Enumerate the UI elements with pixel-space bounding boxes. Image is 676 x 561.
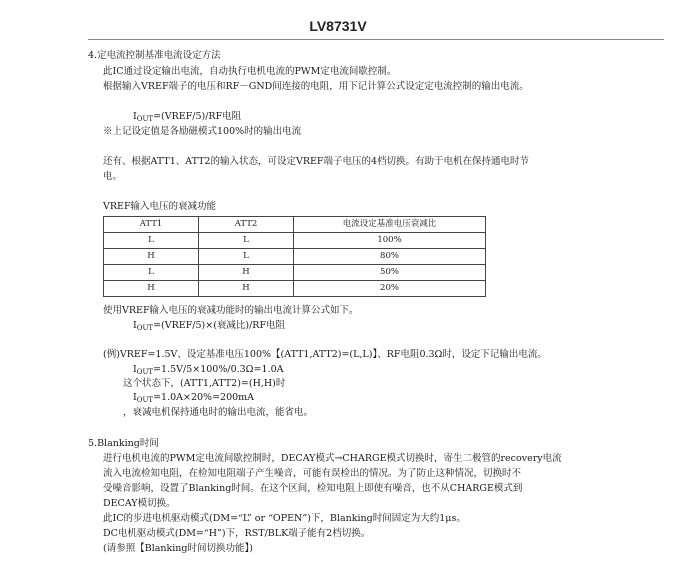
section-4-para-line-1: 还有、根据ATT1、ATT2的输入状态，可设定VREF端子电压的4档切换。有助于电机在保持通电时节 [103,156,530,167]
example-formula-2 [133,393,254,404]
table-header-row [104,217,486,233]
table-cell: L [104,265,199,281]
header-divider [88,39,664,40]
formula-subscript: OUT [136,396,154,404]
section-5-line-3: 受噪音影响，设置了Blanking时间。在这个区间，检知电阻上即使有噪音，也不从CHARGE模式到 [103,483,523,494]
table-cell: H [104,249,199,265]
attenuation-table-caption: VREF输入电压的衰减功能 [103,201,217,212]
formula-symbol: I [133,364,137,375]
page-header-title: LV8731V [309,18,367,34]
table-row [104,265,486,281]
table-cell: H [104,281,199,297]
formula-iout-basic [133,112,241,123]
table-cell: L [104,233,199,249]
formula-expression: =(VREF/5)×(衰减比)/RF电阻 [153,320,286,331]
formula-subscript: OUT [136,324,154,332]
table-cell: H [199,265,294,281]
section-5-line-7: (请参照【Blanking时间切换功能】) [103,543,253,554]
table-cell: 50% [294,265,486,281]
table-row [104,249,486,265]
formula-iout-attenuated [133,321,285,332]
table-cell: L [199,249,294,265]
table-cell: 80% [294,249,486,265]
formula-symbol: I [133,392,137,403]
attenuation-table [103,216,486,297]
section-5-line-6: DC电机驱动模式(DM=“H”)下，RST/BLK端子能有2档切换。 [103,528,371,539]
table-cell: 20% [294,281,486,297]
formula-subscript: OUT [136,368,154,376]
section-4-intro-line-1: 此IC通过设定输出电流，自动执行电机电流的PWM定电流间歇控制。 [103,66,397,77]
example-line: (例)VREF=1.5V、设定基准电压100%【(ATT1,ATT2)=(L,L)】、RF电阻0.3Ω时，设定下记输出电流。 [103,349,547,360]
table-header-cell: ATT1 [104,217,199,233]
formula-subscript: OUT [136,115,154,123]
section-5-line-2: 流入电流检知电阻，在检知电阻端子产生噪音，可能有误检出的情况。为了防止这种情况，切换时不 [103,468,522,479]
table-header-cell: ATT2 [199,217,294,233]
section-4-heading: 4.定电流控制基准电流设定方法 [88,50,221,61]
formula-expression: =1.0A×20%=200mA [153,392,255,403]
section-4-intro-line-2: 根据输入VREF端子的电压和RF－GND间连接的电阻，用下记计算公式设定定电流控制的输出电流。 [103,81,529,92]
formula-symbol: I [133,111,137,122]
formula-expression: =1.5V/5×100%/0.3Ω=1.0A [153,364,284,375]
section-5-heading: 5.Blanking时间 [88,438,159,449]
formula-symbol: I [133,320,137,331]
example-formula-1 [133,365,284,376]
section-4-para-line-2: 电。 [103,171,123,182]
table-cell: H [199,281,294,297]
section-5-line-4: DECAY模切换。 [103,498,176,509]
example-state-text: 这个状态下，(ATT1,ATT2)=(H,H)时 [123,378,286,389]
table-cell: 100% [294,233,486,249]
section-4-note: ※上记设定值是各励磁模式100%时的输出电流 [103,126,302,137]
table-row [104,233,486,249]
section-5-line-5: 此IC的步进电机驱动模式(DM=“L” or “OPEN”)下，Blanking时间固定为大约1μs。 [103,513,466,524]
table-header-cell: 电流设定基准电压衰减比 [294,217,486,233]
table-cell: L [199,233,294,249]
formula-expression: =(VREF/5)/RF电阻 [153,111,242,122]
section-5-line-1: 进行电机电流的PWM定电流间歇控制时，DECAY模式→CHARGE模式切换时，寄生二极管的recovery电流 [103,453,562,464]
example-end-text: ，衰减电机保持通电时的输出电流，能省电。 [123,407,314,418]
after-table-text: 使用VREF输入电压的衰减功能时的输出电流计算公式如下。 [103,305,359,316]
table-row [104,281,486,297]
